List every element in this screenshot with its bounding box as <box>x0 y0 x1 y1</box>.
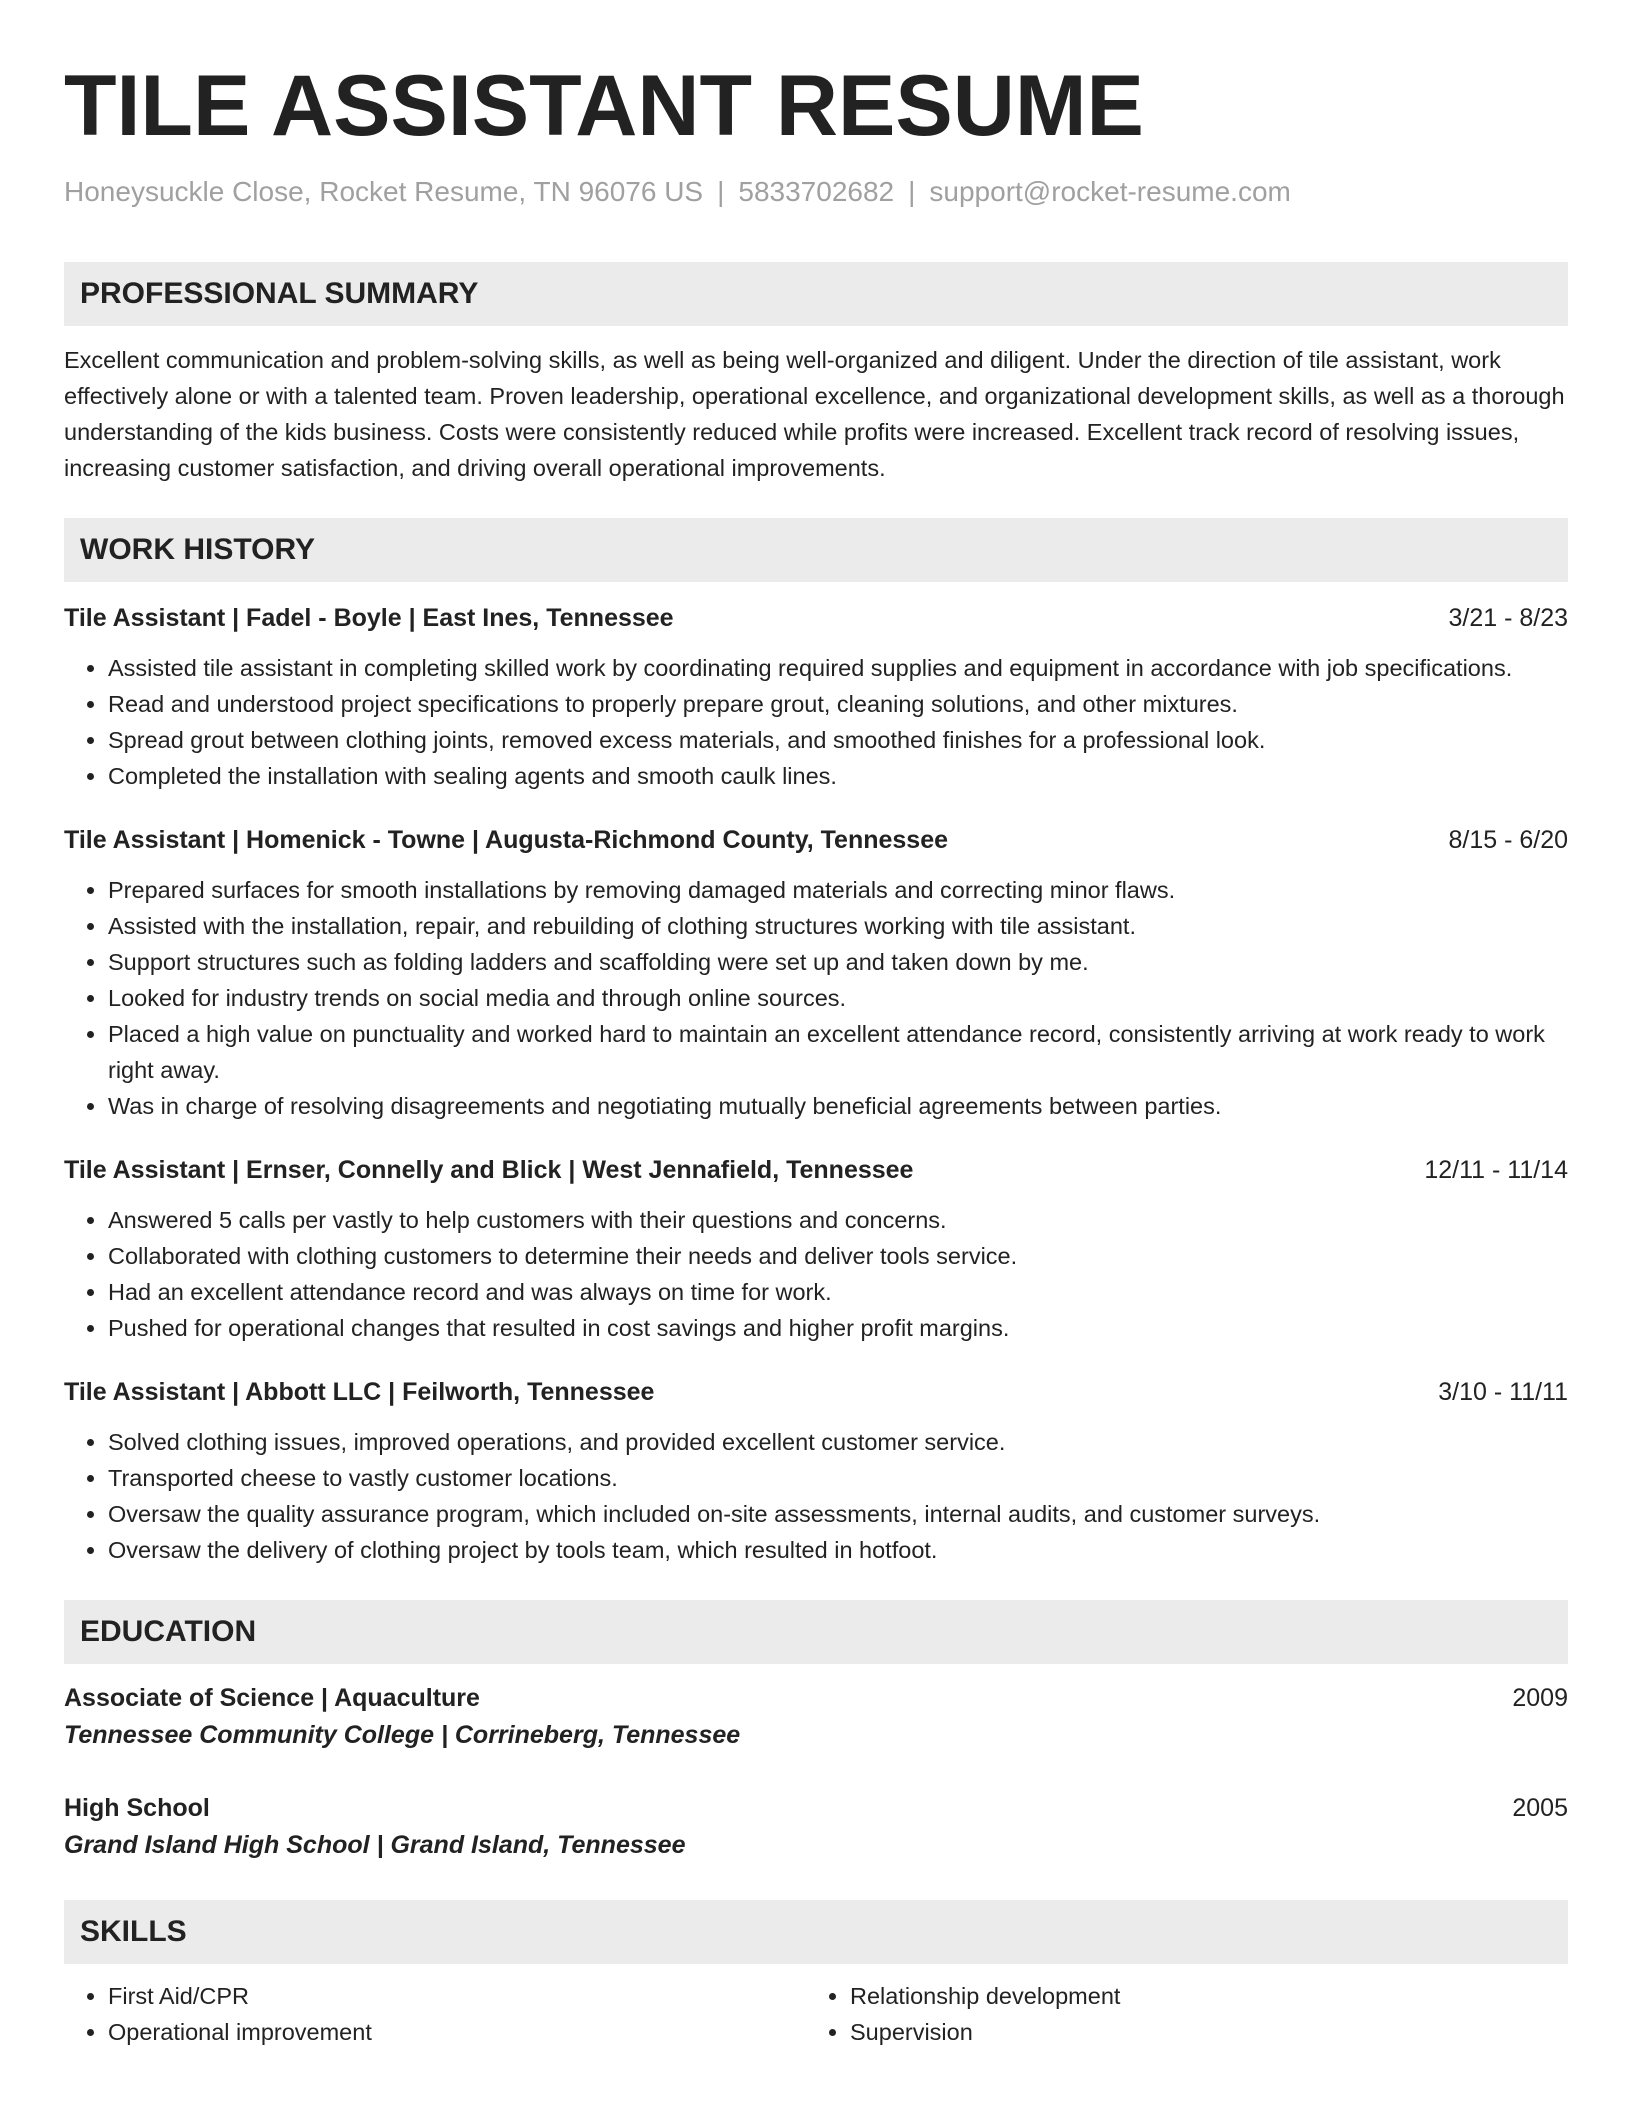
skill-item: • First Aid/CPR <box>108 1978 806 2014</box>
job-bullet: • Collaborated with clothing customers to determine their needs and deliver tools service. <box>108 1238 1568 1274</box>
job-bullets <box>64 650 1568 794</box>
job-header <box>64 1374 1568 1410</box>
job-bullet: • Assisted with the installation, repair, and rebuilding of clothing structures working with tile assistant. <box>108 908 1568 944</box>
job-bullet: • Was in charge of resolving disagreements and negotiating mutually beneficial agreements between parties. <box>108 1088 1568 1124</box>
education-year: 2005 <box>1512 1794 1568 1822</box>
job-bullet: • Oversaw the quality assurance program, which included on-site assessments, internal audits, and customer surveys. <box>108 1496 1568 1532</box>
job-bullet: • Support structures such as folding ladders and scaffolding were set up and taken down by me. <box>108 944 1568 980</box>
contact-address: Honeysuckle Close, Rocket Resume, TN 96076 US <box>64 176 704 207</box>
section-header-summary: PROFESSIONAL SUMMARY <box>64 262 1568 326</box>
job-dates: 12/11 - 11/14 <box>1424 1156 1568 1184</box>
job-bullet: • Placed a high value on punctuality and worked hard to maintain an excellent attendance record, consistently arriving at work ready to work right away. <box>108 1016 1568 1088</box>
section-header-work-history: WORK HISTORY <box>64 518 1568 582</box>
resume-page <box>64 0 1568 2050</box>
education-header <box>64 1790 1568 1826</box>
education-school: Grand Island High School | Grand Island, Tennessee <box>64 1831 686 1859</box>
job-bullet: • Transported cheese to vastly customer locations. <box>108 1460 1568 1496</box>
job-bullets <box>64 1202 1568 1346</box>
section-header-education: EDUCATION <box>64 1600 1568 1664</box>
contact-separator: | <box>717 176 725 207</box>
job-entry <box>64 1152 1568 1346</box>
skill-item: • Operational improvement <box>108 2014 806 2050</box>
job-header <box>64 600 1568 636</box>
job-entry <box>64 822 1568 1124</box>
job-entry <box>64 600 1568 794</box>
job-title: Tile Assistant | Abbott LLC | Feilworth, Tennessee <box>64 1378 655 1406</box>
skills-list <box>64 1978 1568 2050</box>
job-bullet: • Answered 5 calls per vastly to help customers with their questions and concerns. <box>108 1202 1568 1238</box>
contact-phone: 5833702682 <box>738 176 895 207</box>
education-year: 2009 <box>1512 1684 1568 1712</box>
job-bullet: • Oversaw the delivery of clothing project by tools team, which resulted in hotfoot. <box>108 1532 1568 1568</box>
job-bullet: • Completed the installation with sealing agents and smooth caulk lines. <box>108 758 1568 794</box>
job-dates: 3/21 - 8/23 <box>1448 604 1568 632</box>
job-header <box>64 822 1568 858</box>
job-bullet: • Assisted tile assistant in completing skilled work by coordinating required supplies and equipment in accordance with job specifications. <box>108 650 1568 686</box>
job-bullets <box>64 1424 1568 1568</box>
skill-item: • Supervision <box>850 2014 1548 2050</box>
job-bullet: • Spread grout between clothing joints, removed excess materials, and smoothed finishes for a professional look. <box>108 722 1568 758</box>
job-title: Tile Assistant | Fadel - Boyle | East Ines, Tennessee <box>64 604 674 632</box>
summary-text: Excellent communication and problem-solving skills, as well as being well-organized and diligent. Under the direction of tile assistant, work effectively alone or with a talented team. Proven leadership, operational excellence, and organizational development skills, as well as a thorough understanding of the kids business. Costs were consistently reduced while profits were increased. Excellent track record of resolving issues, increasing customer satisfaction, and driving overall operational improvements. <box>64 347 1565 481</box>
education-school: Tennessee Community College | Corrineberg, Tennessee <box>64 1721 741 1749</box>
job-bullet: • Had an excellent attendance record and was always on time for work. <box>108 1274 1568 1310</box>
resume-title: TILE ASSISTANT RESUME <box>64 58 1144 154</box>
job-dates: 8/15 - 6/20 <box>1448 826 1568 854</box>
job-bullet: • Solved clothing issues, improved operations, and provided excellent customer service. <box>108 1424 1568 1460</box>
job-bullet: • Prepared surfaces for smooth installations by removing damaged materials and correcting minor flaws. <box>108 872 1568 908</box>
contact-separator: | <box>908 176 916 207</box>
contact-email: support@rocket-resume.com <box>929 176 1291 207</box>
job-bullet: • Pushed for operational changes that resulted in cost savings and higher profit margins. <box>108 1310 1568 1346</box>
job-bullet: • Looked for industry trends on social media and through online sources. <box>108 980 1568 1016</box>
job-entry <box>64 1374 1568 1568</box>
education-entry <box>64 1680 1568 1754</box>
job-header <box>64 1152 1568 1188</box>
education-degree: High School <box>64 1794 210 1822</box>
education-entry <box>64 1790 1568 1864</box>
education-header <box>64 1680 1568 1716</box>
skill-item: • Relationship development <box>850 1978 1548 2014</box>
job-bullets <box>64 872 1568 1124</box>
skills-column-left <box>64 1978 806 2050</box>
contact-line <box>64 174 1568 210</box>
skills-column-right <box>806 1978 1548 2050</box>
education-degree: Associate of Science | Aquaculture <box>64 1684 480 1712</box>
job-bullet: • Read and understood project specifications to properly prepare grout, cleaning solutions, and other mixtures. <box>108 686 1568 722</box>
job-title: Tile Assistant | Ernser, Connelly and Blick | West Jennafield, Tennessee <box>64 1156 914 1184</box>
job-dates: 3/10 - 11/11 <box>1438 1378 1568 1406</box>
section-header-skills: SKILLS <box>64 1900 1568 1964</box>
job-title: Tile Assistant | Homenick - Towne | Augusta-Richmond County, Tennessee <box>64 826 949 854</box>
